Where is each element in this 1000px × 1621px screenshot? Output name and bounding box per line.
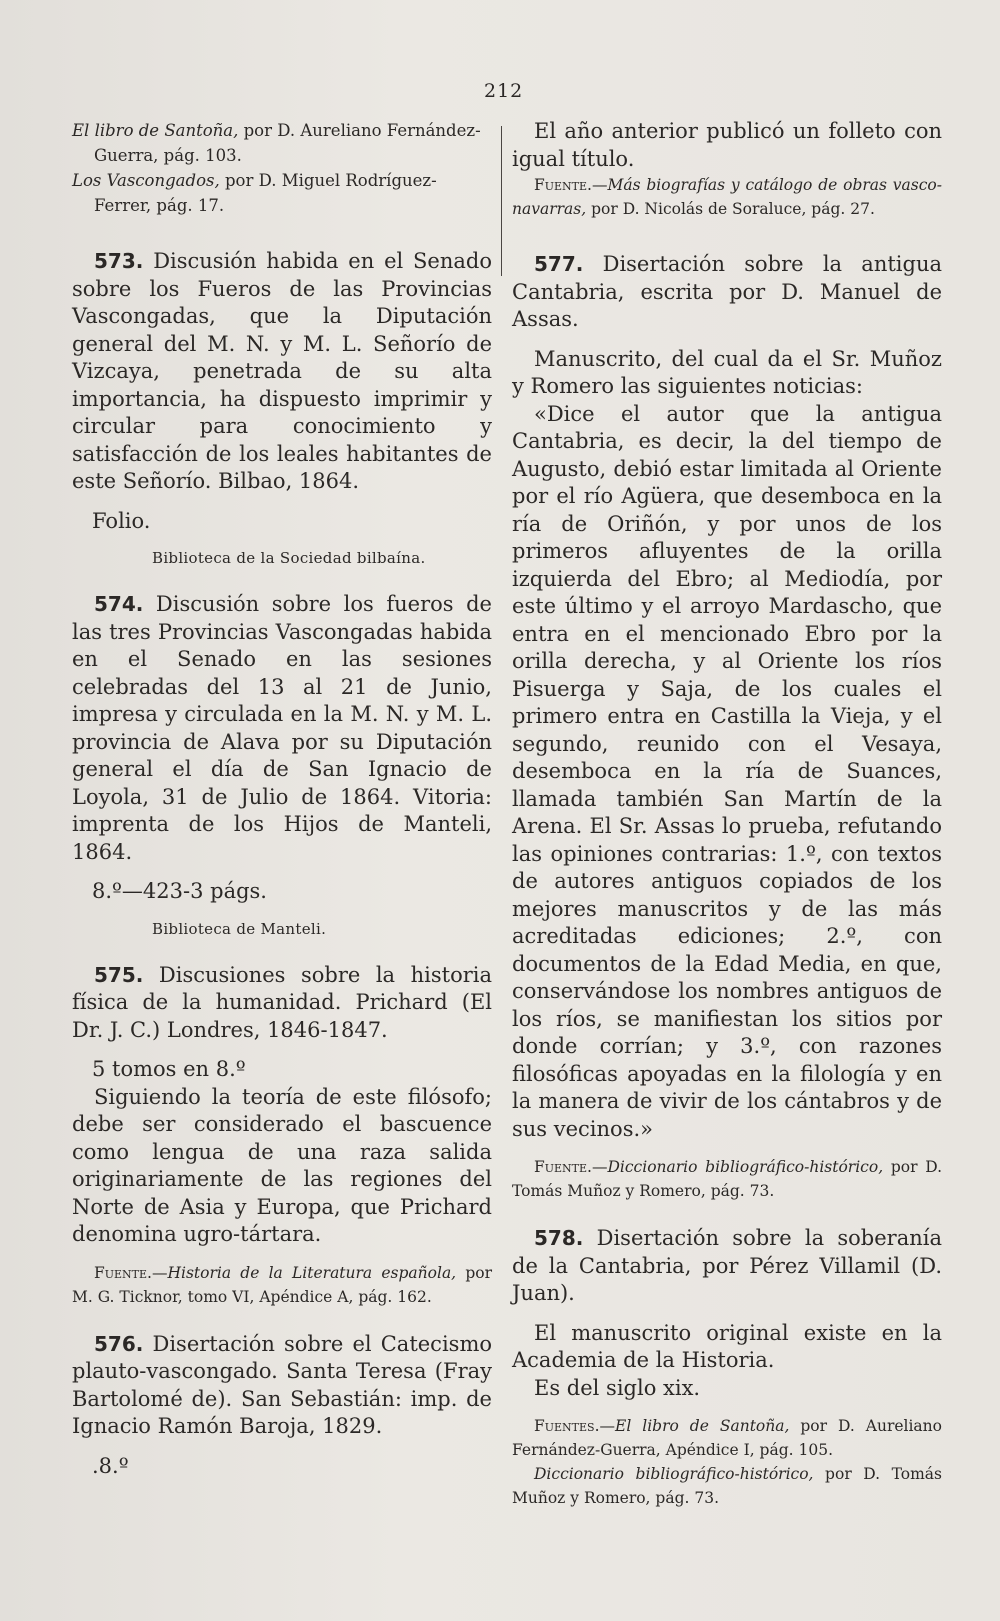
entry-format: .8.º — [92, 1453, 129, 1478]
entry-title: Disertación sobre el Catecismo plauto-vascongado. Santa Teresa (Fray Bartolomé de). San Sebastián: imp. de Ignacio Ramón Baroja, 1829. — [72, 1331, 492, 1438]
source-title: Historia de la Literatura española, — [167, 1263, 457, 1282]
entry-source: Fuente.—Historia de la Literatura española, por M. G. Ticknor, tomo VI, Apéndice A, pág. 162. — [72, 1263, 492, 1306]
source-label: Fuente. — [94, 1263, 152, 1282]
entry-source: Fuente.—Diccionario bibliográfico-histórico, por D. Tomás Muñoz y Romero, pág. 73. — [512, 1158, 942, 1200]
entry-format: 8.º—423-3 págs. — [92, 879, 267, 903]
source-detail: por D. Nicolás de Soraluce, pág. 27. — [586, 200, 875, 218]
reference-detail: por D. Aureliano Fernández-Guerra, pág. 103. — [94, 121, 481, 165]
source-label: Fuente. — [534, 176, 592, 194]
entry-source — [512, 1462, 942, 1510]
entry-body: El manuscrito original existe en la Academia de la Historia. — [512, 1320, 942, 1372]
entry-title: Disertación sobre la soberanía de la Cantabria, por Pérez Villamil (D. Juan). — [512, 1226, 942, 1305]
page-number: 212 — [484, 80, 524, 102]
source-title: Diccionario bibliográfico-histórico, — [607, 1158, 884, 1176]
left-column — [72, 118, 492, 1480]
entry-title: Discusión sobre los fueros de las tres Provincias Vascongadas habida en el Senado en las sesiones celebradas del 13 al 21 de Junio, impresa y circulada en la M. N. y M. L. provincia de Alava por su Diputación general el día de San Ignacio de Loyola, 31 de Julio de 1864. Vitoria: imprenta de los Hijos de Manteli, 1864. — [72, 592, 492, 864]
intro-source: Fuente.—Más biografías y catálogo de obras vasco-navarras, por D. Nicolás de Soraluce, pág. 27. — [512, 176, 942, 218]
entry-quote: «Dice el autor que la antigua Cantabria, es decir, la del tiempo de Augusto, debió estar limitada al Oriente por el río Agüera, que desemboca en la ría de Oriñón, y por unos de los primeros afluyentes de la orilla izquierda del Ebro; al Mediodía, por este último y el arroyo Mardascho, que entra en el mencionado Ebro por la orilla derecha, y al Oriente los ríos Pisuerga y Saja, de los cuales el primero entra en Castilla la Vieja, y el segundo, reunido con el Vesaya, desemboca en la ría de Suances, llamada también San Martín de la Arena. El Sr. Assas lo prueba, refutando las opiniones contrarias: 1.º, con textos de autores antiguos copiados de los mejores manuscritos y de las más acreditadas ediciones; 2.º, con documentos de la Edad Media, en que, conservándose los nombres antiguos de los ríos, se manifiestan los sitios por donde corrían; y 3.º, con razones filosóficas apoyadas en la filología y en la manera de vivir de los cántabros y de sus vecinos.» — [512, 401, 942, 1141]
entry-573 — [72, 248, 492, 569]
reference-item — [72, 118, 492, 168]
source-title: Diccionario bibliográfico-histórico, — [534, 1465, 814, 1483]
entry-number: 575. — [94, 962, 144, 987]
entry-format: Folio. — [92, 508, 151, 533]
source-detail: por D. Tomás Muñoz y Romero, pág. 73. — [512, 1158, 942, 1200]
entry-number: 573. — [94, 249, 144, 273]
reference-title: El libro de Santoña, — [72, 121, 239, 140]
source-label: Fuente. — [534, 1158, 592, 1176]
source-title: Más biografías y catálogo de obras vasco-navarras, — [512, 176, 942, 218]
reference-detail: por D. Miguel Rodríguez-Ferrer, pág. 17. — [94, 171, 437, 215]
entry-578 — [512, 1225, 942, 1510]
entry-body: Manuscrito, del cual da el Sr. Muñoz y Romero las siguientes noticias: — [512, 346, 942, 398]
column-divider — [501, 126, 502, 276]
entry-577 — [512, 251, 942, 1203]
entry-title: Disertación sobre la antigua Cantabria, escrita por D. Manuel de Assas. — [512, 252, 942, 331]
reference-title: Los Vascongados, — [72, 171, 220, 190]
entry-number: 578. — [534, 1226, 584, 1250]
source-label: Fuentes. — [534, 1417, 600, 1435]
entry-library: Biblioteca de Manteli. — [152, 919, 327, 938]
source-detail: por M. G. Ticknor, tomo VI, Apéndice A, pág. 162. — [72, 1263, 492, 1306]
intro-text: El año anterior publicó un folleto con igual título. — [512, 119, 942, 171]
entry-575 — [72, 962, 492, 1309]
entry-title: Discusiones sobre la historia física de la humanidad. Prichard (El Dr. J. C.) Londres, 1846-1847. — [72, 962, 492, 1042]
entry-574 — [72, 591, 492, 940]
entry-number: 576. — [94, 1331, 144, 1356]
reference-item — [72, 168, 492, 218]
source-detail: por D. Tomás Muñoz y Romero, pág. 73. — [512, 1465, 943, 1507]
entry-format: 5 tomos en 8.º — [92, 1057, 246, 1081]
entry-number: 574. — [94, 592, 144, 616]
entry-note: Siguiendo la teoría de este filósofo; debe ser considerado el bascuence como lengua de una raza salida originariamente de las regiones del Norte de Asia y Europa, que Prichard denomina ugro-tártara. — [72, 1084, 492, 1246]
entry-number: 577. — [534, 252, 584, 276]
entry-576 — [72, 1331, 492, 1481]
entry-title: Discusión habida en el Senado sobre los Fueros de las Provincias Vascongadas, que la Diputación general del M. N. y M. L. Señorío de Vizcaya, penetrada de su alta importancia, ha dispuesto imprimir y circular para conocimiento y satisfacción de los leales habitantes de este Señorío. Bilbao, 1864. — [72, 249, 492, 493]
entry-library: Biblioteca de la Sociedad bilbaína. — [152, 549, 426, 567]
source-detail: por D. Aureliano Fernández-Guerra, Apéndice I, pág. 105. — [512, 1417, 942, 1459]
entry-body: Es del siglo xix. — [534, 1375, 701, 1400]
entry-source: Fuentes.—El libro de Santoña, por D. Aureliano Fernández-Guerra, Apéndice I, pág. 105. — [512, 1417, 942, 1459]
right-column — [512, 118, 942, 1510]
source-title: El libro de Santoña, — [615, 1417, 790, 1435]
